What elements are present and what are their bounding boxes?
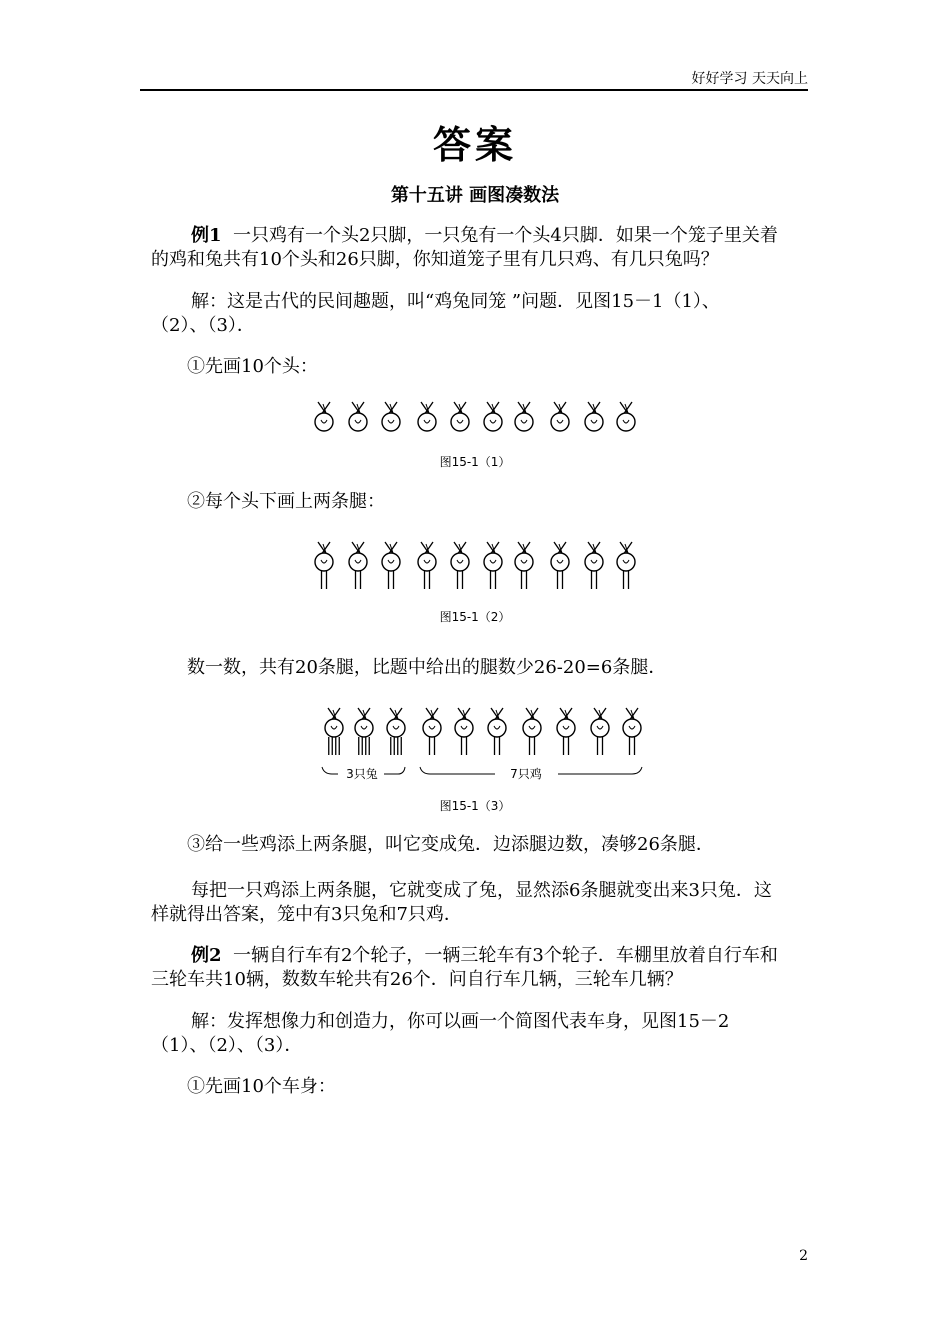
chicken-head-10: [617, 402, 635, 431]
chicken-head-6: [484, 402, 502, 431]
chicken-with-legs-4: [418, 542, 436, 589]
example1-label: 例1: [191, 225, 222, 246]
chicken-head-7: [515, 402, 533, 431]
rabbit-3: [387, 708, 405, 755]
chicken-with-legs-2: [349, 542, 367, 589]
chicken-with-legs-7: [515, 542, 533, 589]
example1-paragraph: [151, 224, 811, 272]
chicken-head-5: [451, 402, 469, 431]
chicken-head-2: [349, 402, 367, 431]
heads-group: [315, 402, 635, 431]
figure1-caption: 图15-1（1）: [439, 455, 511, 469]
step1-text: ①先画10个头：: [187, 356, 318, 377]
lecture-subtitle: 第十五讲 画图凑数法: [390, 185, 560, 206]
figure2-caption: 图15-1（2）: [439, 610, 511, 624]
example2-line1: 一辆自行车有2个轮子，一辆三轮车有3个轮子．车棚里放着自行车和: [232, 945, 778, 966]
step2-text: ②每个头下画上两条腿：: [187, 491, 385, 512]
solution2-line1: 解：发挥想像力和创造力，你可以画一个简图代表车身，见图15－2: [191, 1011, 730, 1032]
animals-group: [325, 708, 641, 755]
page-title: 答案: [432, 122, 517, 167]
chicken-with-legs-8: [551, 542, 569, 589]
step3-text: ③给一些鸡添上两条腿，叫它变成兔．边添腿边数，凑够26条腿．: [187, 834, 714, 855]
figure-rabbits-chickens: [0, 704, 950, 784]
figure-heads-with-legs: [0, 538, 950, 596]
page-number: 2: [799, 1248, 808, 1264]
chicken-10: [623, 708, 641, 755]
rabbit-label: 3只兔: [346, 767, 378, 781]
header-rule: [140, 89, 808, 91]
chicken-6: [488, 708, 506, 755]
example1-line2: 的鸡和兔共有10个头和26只脚，你知道笼子里有几只鸡、有几只兔吗？: [151, 249, 719, 270]
chicken-head-4: [418, 402, 436, 431]
rabbit-brace-left: [322, 767, 338, 774]
figure-heads: [0, 396, 950, 444]
page-header: 好好学习 天天向上: [691, 71, 808, 87]
chicken-label: 7只鸡: [510, 767, 542, 781]
solution2-paragraph: [151, 1010, 811, 1058]
chicken-with-legs-3: [382, 542, 400, 589]
chicken-4: [423, 708, 441, 755]
example2-paragraph: [151, 944, 811, 992]
chicken-with-legs-6: [484, 542, 502, 589]
chicken-with-legs-1: [315, 542, 333, 589]
conclusion-line1: 每把一只鸡添上两条腿，它就变成了兔，显然添6条腿就变出来3只兔．这: [191, 880, 772, 901]
example1-line1: 一只鸡有一个头2只脚，一只兔有一个头4只脚．如果一个笼子里关着: [232, 225, 778, 246]
chicken-9: [591, 708, 609, 755]
chicken-brace-right: [558, 767, 642, 774]
chicken-head-3: [382, 402, 400, 431]
solution1-line1: 解：这是古代的民间趣题，叫“鸡兔同笼 ”问题．见图15－1（1）、: [191, 291, 720, 312]
chicken-brace-left: [420, 767, 495, 774]
rabbit-2: [355, 708, 373, 755]
chicken-with-legs-5: [451, 542, 469, 589]
solution1-line2: （2）、（3）．: [151, 315, 255, 336]
chicken-head-1: [315, 402, 333, 431]
conclusion-paragraph: [151, 879, 811, 927]
chicken-7: [523, 708, 541, 755]
rabbit-brace-right: [398, 767, 405, 774]
count-text: 数一数，共有20条腿，比题中给出的腿数少26-20=6条腿．: [187, 657, 667, 678]
heads-legs-group: [315, 542, 635, 589]
chicken-head-8: [551, 402, 569, 431]
figure3-caption: 图15-1（3）: [439, 799, 511, 813]
chicken-5: [455, 708, 473, 755]
solution1-paragraph: [151, 290, 811, 338]
step4-text: ①先画10个车身：: [187, 1076, 336, 1097]
example2-label: 例2: [191, 945, 222, 966]
example2-line2: 三轮车共10辆，数数车轮共有26个．问自行车几辆，三轮车几辆？: [151, 969, 683, 990]
chicken-with-legs-9: [585, 542, 603, 589]
rabbit-1: [325, 708, 343, 755]
solution2-line2: （1）、（2）、（3）．: [151, 1035, 303, 1056]
chicken-with-legs-10: [617, 542, 635, 589]
chicken-head-9: [585, 402, 603, 431]
chicken-8: [557, 708, 575, 755]
conclusion-line2: 样就得出答案，笼中有3只兔和7只鸡．: [151, 904, 462, 925]
